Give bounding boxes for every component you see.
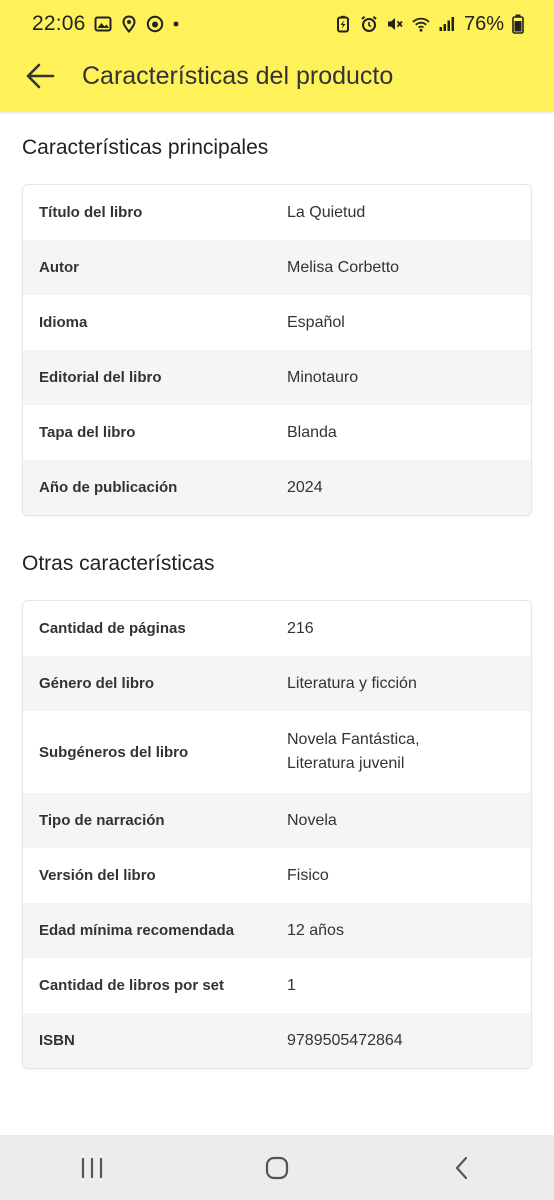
battery-icon <box>512 14 524 34</box>
row-value <box>287 728 531 776</box>
table-row <box>23 295 531 350</box>
table-row <box>23 848 531 903</box>
status-time: 22:06 <box>32 12 86 35</box>
row-label: Editorial del libro <box>39 369 162 386</box>
table-row <box>23 185 531 240</box>
row-value: 216 <box>287 619 314 637</box>
row-label: ISBN <box>39 1032 75 1049</box>
row-label: Idioma <box>39 314 88 331</box>
row-label: Tapa del libro <box>39 424 136 441</box>
table-row <box>23 240 531 295</box>
table-row <box>23 1013 531 1068</box>
page-title: Características del producto <box>82 61 394 90</box>
row-label: Versión del libro <box>39 867 156 884</box>
row-label: Edad mínima recomendada <box>39 922 235 939</box>
wifi-icon <box>412 15 430 33</box>
row-label: Título del libro <box>39 204 143 221</box>
system-navigation-bar <box>0 1135 554 1200</box>
row-label: Autor <box>39 259 79 276</box>
back-button[interactable] <box>0 50 80 102</box>
home-icon <box>264 1155 290 1181</box>
row-value: 9789505472864 <box>287 1031 403 1049</box>
row-value-line: Novela Fantástica, <box>287 731 420 748</box>
row-value: 2024 <box>287 478 323 496</box>
row-label: Año de publicación <box>39 479 178 496</box>
mute-icon <box>386 15 404 33</box>
location-icon <box>120 15 138 33</box>
row-value: Novela <box>287 811 337 829</box>
alarm-icon <box>360 15 378 33</box>
row-value: Blanda <box>287 423 337 441</box>
top-bar <box>0 0 554 112</box>
row-value: Melisa Corbetto <box>287 258 400 276</box>
row-label: Subgéneros del libro <box>39 743 189 761</box>
table-row <box>23 793 531 848</box>
app-notification-icon <box>146 15 164 33</box>
row-label: Tipo de narración <box>39 812 165 829</box>
battery-saver-icon <box>334 15 352 33</box>
table-row <box>23 350 531 405</box>
status-right <box>334 13 524 36</box>
other-characteristics-table <box>22 600 532 1069</box>
system-back-button[interactable] <box>422 1138 502 1198</box>
signal-icon <box>438 15 456 33</box>
main-characteristics-table <box>22 184 532 516</box>
table-row <box>23 405 531 460</box>
chevron-left-icon <box>451 1155 473 1181</box>
row-label: Cantidad de libros por set <box>39 977 225 994</box>
home-button[interactable] <box>237 1138 317 1198</box>
row-label: Género del libro <box>39 675 155 692</box>
table-row <box>23 903 531 958</box>
row-value: 1 <box>287 976 296 994</box>
table-row <box>23 601 531 656</box>
gallery-icon <box>94 15 112 33</box>
row-value: 12 años <box>287 921 344 939</box>
row-value: Español <box>287 313 345 331</box>
row-value: Literatura y ficción <box>287 674 417 692</box>
status-left <box>32 12 180 36</box>
recent-apps-button[interactable] <box>52 1138 132 1198</box>
battery-percentage: 76% <box>463 12 504 35</box>
table-row <box>23 711 531 793</box>
row-label: Cantidad de páginas <box>39 620 186 637</box>
table-row <box>23 656 531 711</box>
characteristics-content <box>22 112 532 1069</box>
arrow-left-icon <box>25 63 55 89</box>
main-characteristics-title: Características principales <box>22 136 269 159</box>
more-notifications-dot-icon <box>172 15 180 33</box>
row-value: La Quietud <box>287 203 366 221</box>
row-value: Minotauro <box>287 368 359 386</box>
table-row <box>23 958 531 1013</box>
row-value: Fisico <box>287 866 329 884</box>
recent-apps-icon <box>79 1156 105 1180</box>
app-bar <box>0 50 554 102</box>
status-bar <box>0 0 554 48</box>
row-value-line: Literatura juvenil <box>287 755 405 772</box>
other-characteristics-title: Otras características <box>22 552 215 575</box>
table-row <box>23 460 531 515</box>
